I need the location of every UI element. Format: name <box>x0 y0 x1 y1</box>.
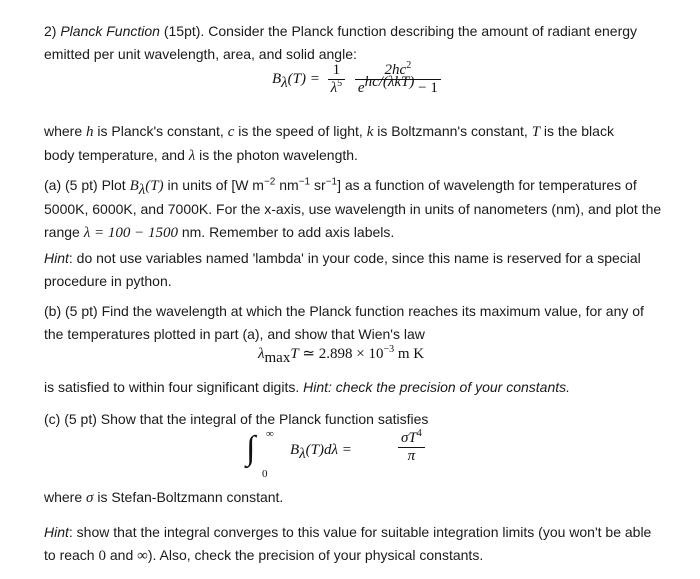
problem-number: 2) <box>44 23 57 39</box>
hint-lambda: Hint: do not use variables named 'lambda' in your code, since this name is reserved for a special procedure in python. <box>44 250 641 289</box>
document-page: 2) Planck Function (15pt). Consider the Planck function describing the amount of radiant energy emitted per unit wavelength, area, and solid angle: $B_\lambda(T)$ = $\frac{1}{\lambda^5}$ $\frac{2hc^2}{e^{hc/(\lambda kT)} - 1}$ where h is Planck's constant, c is the speed of light, k is Boltzmann's constant, T is the black body temperature, and λ is the photon wavelength. (a) (5 pt) Plot $B_\lambda(T)$ in units of [W $m^{-2}$ $nm^{-1}$ $sr^{-1}$] as a function of wavelength for temperatures of 5000K, 6000K, and 7000K. For the x-axis, use wavelength in units of nanometers (nm), and plot the range λ = 100 − 1500 nm. Remember to add axis labels. Hint: do not use variables named 'lambda' in your code, since this name is reserved for a special procedure in python. (b) (5 pt) Find the wavelength at which the Planck function reaches its maximum value, for any of the temperatures plotted in part (a), and show that Wien's law $\lambda_{max}T$ ≃ $2.898 \times 10^{-3}$ m K is satisfied to within four significant digits. Hint: check the precision of your constants. (c) (5 pt) Show that the integral of the Planck function satisfies ∫ ∞ 0 $B_\lambda(T)d\lambda$ = $\frac{\sigma T^4}{\pi}$ where σ is Stefan-Boltzmann constant. Hint: show that the integral converges to this value for suitable integration limits (you won't be able to reach 0 and ∞). Also, check the precision of your physical constants. <box>0 0 700 579</box>
part-b-precision: is satisfied to within four significant digits. Hint: check the precision of your constants. <box>44 379 571 395</box>
problem-title: Planck Function <box>60 23 160 39</box>
problem-intro <box>44 20 674 66</box>
part-c: (c) (5 pt) Show that the integral of the Planck function satisfies <box>44 411 429 427</box>
part-b: (b) (5 pt) Find the wavelength at which the Planck function reaches its maximum value, for any of the temperatures plotted in part (a), and show that Wien's law <box>44 303 644 342</box>
sigma-definition: where σ is Stefan-Boltzmann constant. <box>44 489 284 506</box>
where-definitions: where h is Planck's constant, c is the speed of light, k is Boltzmann's constant, T is the black body temperature, and λ is the photon wavelength. <box>44 123 614 164</box>
wien-law-equation: $\lambda_{max}T$ ≃ $2.898 \times 10^{-3}$ m K <box>258 344 425 366</box>
planck-equation: $B_\lambda(T)$ = $\frac{1}{\lambda^5}$ $\frac{2hc^2}{e^{hc/(\lambda kT)} - 1}$ <box>272 62 441 97</box>
problem-points: (15pt). <box>163 23 205 39</box>
part-a: (a) (5 pt) Plot $B_\lambda(T)$ in units of [W $m^{-2}$ $nm^{-1}$ $sr^{-1}$] as a function of wavelength for temperatures of 5000K, 6000K, and 7000K. For the x-axis, use wavelength in units of nanometers (nm), and plot the range λ = 100 − 1500 nm. Remember to add axis labels. <box>44 176 662 241</box>
hint-integral: Hint: show that the integral converges to this value for suitable integration limits (you won't be able to reach 0 and ∞). Also, check the precision of your physical constants. <box>44 524 652 564</box>
intro-text: Consider the Planck function describing the amount of radiant energy <box>208 23 638 39</box>
intro-text-2: emitted per unit wavelength, area, and solid angle: <box>44 46 357 62</box>
